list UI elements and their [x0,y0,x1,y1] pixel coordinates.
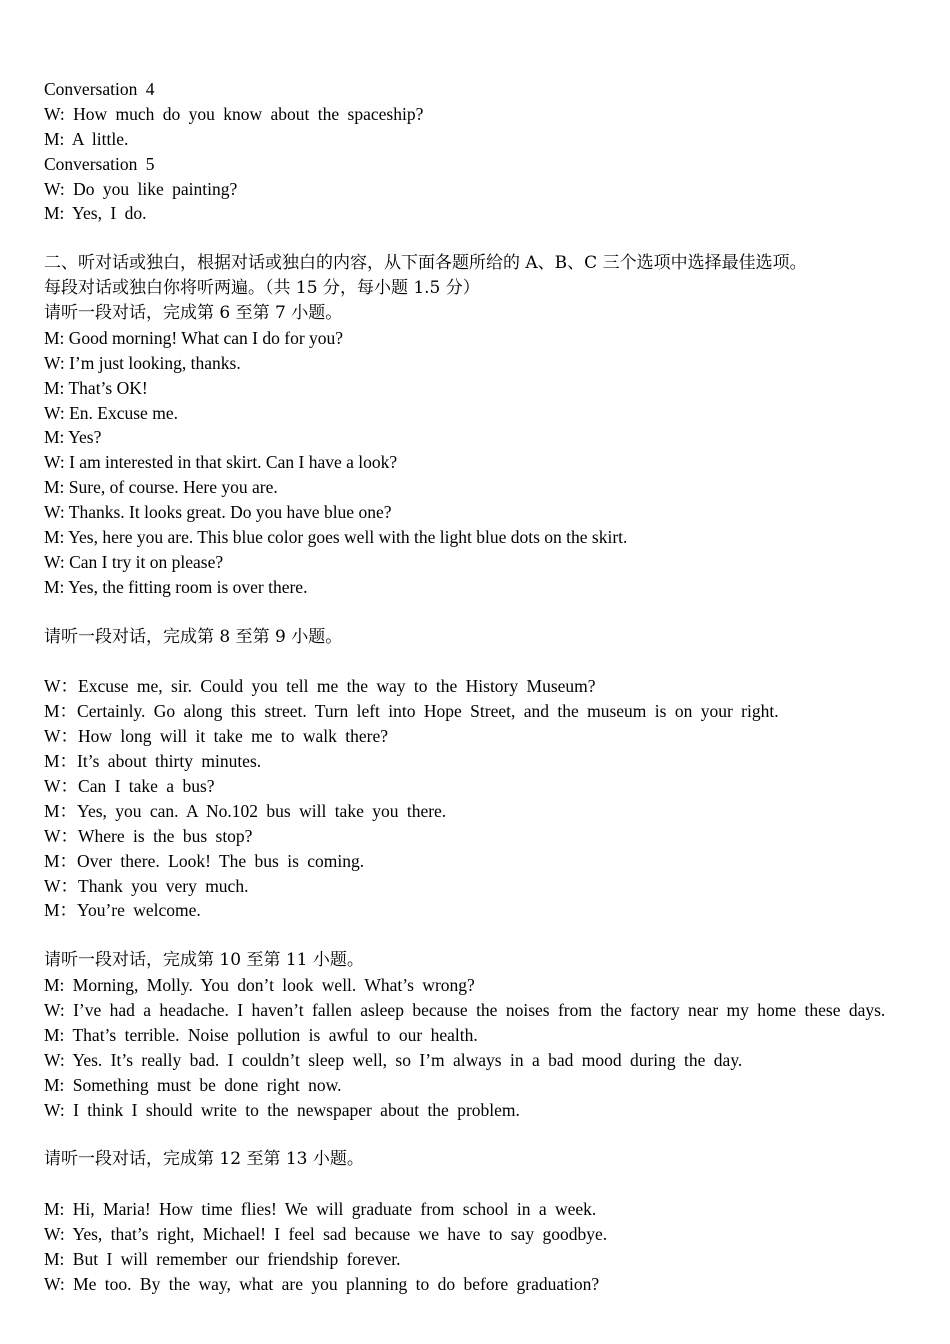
dialogue-2-line: W：How long will it take me to walk there? [44,726,389,747]
dialogue-1-line: W: I am interested in that skirt. Can I have a look? [44,452,398,473]
dialogue-2-line: M：Over there. Look! The bus is coming. [44,850,365,871]
dialogue-3-line-6: W: I think I should write to the newspaper about the problem. [44,1099,520,1120]
conversation-5-title: Conversation 5 [44,153,155,174]
conversation-4-line-1: W: How much do you know about the spaceship? [44,103,424,124]
dialogue-2-line: M：You’re welcome. [44,900,201,921]
dialogue-2-line: M：It’s about thirty minutes. [44,751,262,772]
spacer [44,226,906,251]
spacer [44,1172,906,1197]
dialogue-2-line: M：Certainly. Go along this street. Turn left into Hope Street, and the museum is on your right. [44,701,779,722]
section-2-heading: 二、听对话或独白，根据对话或独白的内容，从下面各题所给的 A、B、C 三个选项中选择最佳选项。 [44,253,807,274]
dialogue-1-line: M: Sure, of course. Here you are. [44,477,278,498]
conversation-5-line-1: W: Do you like painting? [44,178,238,199]
spacer [44,600,906,625]
dialogue-1-line: W: Thanks. It looks great. Do you have blue one? [44,502,392,523]
dialogue-2-line: W：Can I take a bus? [44,775,215,796]
dialogue-2-line: W：Excuse me, sir. Could you tell me the way to the History Museum? [44,676,596,697]
dialogue-2-intro: 请听一段对话，完成第 8 至第 9 小题。 [44,626,343,647]
section-2-instructions: 每段对话或独白你将听两遍。（共 15 分，每小题 1.5 分） [44,278,480,299]
dialogue-2-line: M：Yes, you can. A No.102 bus will take you there. [44,800,447,821]
dialogue-3-intro: 请听一段对话，完成第 10 至第 11 小题。 [44,950,364,971]
dialogue-1-line: W: Can I try it on please? [44,551,224,572]
spacer [44,649,906,674]
dialogue-4-line: M: Hi, Maria! How time flies! We will graduate from school in a week. [44,1199,597,1220]
dialogue-1-line: W: I’m just looking, thanks. [44,352,241,373]
dialogue-2-line: W：Thank you very much. [44,875,249,896]
conversation-4-title: Conversation 4 [44,79,155,99]
dialogue-3-line-4: W: Yes. It’s really bad. I couldn’t sleep well, so I’m always in a bad mood during the day. [44,1049,743,1070]
dialogue-3-line-5: M: Something must be done right now. [44,1074,342,1095]
dialogue-1-line: M: Yes, the fitting room is over there. [44,576,308,597]
dialogue-3-line-3: M: That’s terrible. Noise pollution is awful to our health. [44,1024,478,1045]
dialogue-4-line: W: Yes, that’s right, Michael! I feel sad because we have to say goodbye. [44,1223,608,1244]
dialogue-3-line-2: W: I’ve had a headache. I haven’t fallen asleep because the noises from the factory near my home these days. [44,999,886,1020]
conversation-4-line-2: M: A little. [44,128,129,149]
conversation-5-line-2: M: Yes, I do. [44,203,147,224]
dialogue-1-line: M: Good morning! What can I do for you? [44,327,344,348]
dialogue-2-line: W：Where is the bus stop? [44,825,253,846]
dialogue-1-intro: 请听一段对话，完成第 6 至第 7 小题。 [44,303,343,324]
spacer [44,923,906,948]
spacer [44,1122,906,1147]
dialogue-3-line-1: M: Morning, Molly. You don’t look well. What’s wrong? [44,975,475,996]
dialogue-1-line: W: En. Excuse me. [44,402,178,423]
dialogue-4-intro: 请听一段对话，完成第 12 至第 13 小题。 [44,1149,364,1170]
dialogue-1-line: M: Yes, here you are. This blue color goes well with the light blue dots on the skirt. [44,527,628,548]
transcript-page [44,77,906,1297]
dialogue-1-line: M: That’s OK! [44,377,148,398]
dialogue-4-line: M: But I will remember our friendship forever. [44,1248,401,1269]
dialogue-1-line: M: Yes? [44,427,102,448]
dialogue-4-line: W: Me too. By the way, what are you planning to do before graduation? [44,1273,600,1294]
